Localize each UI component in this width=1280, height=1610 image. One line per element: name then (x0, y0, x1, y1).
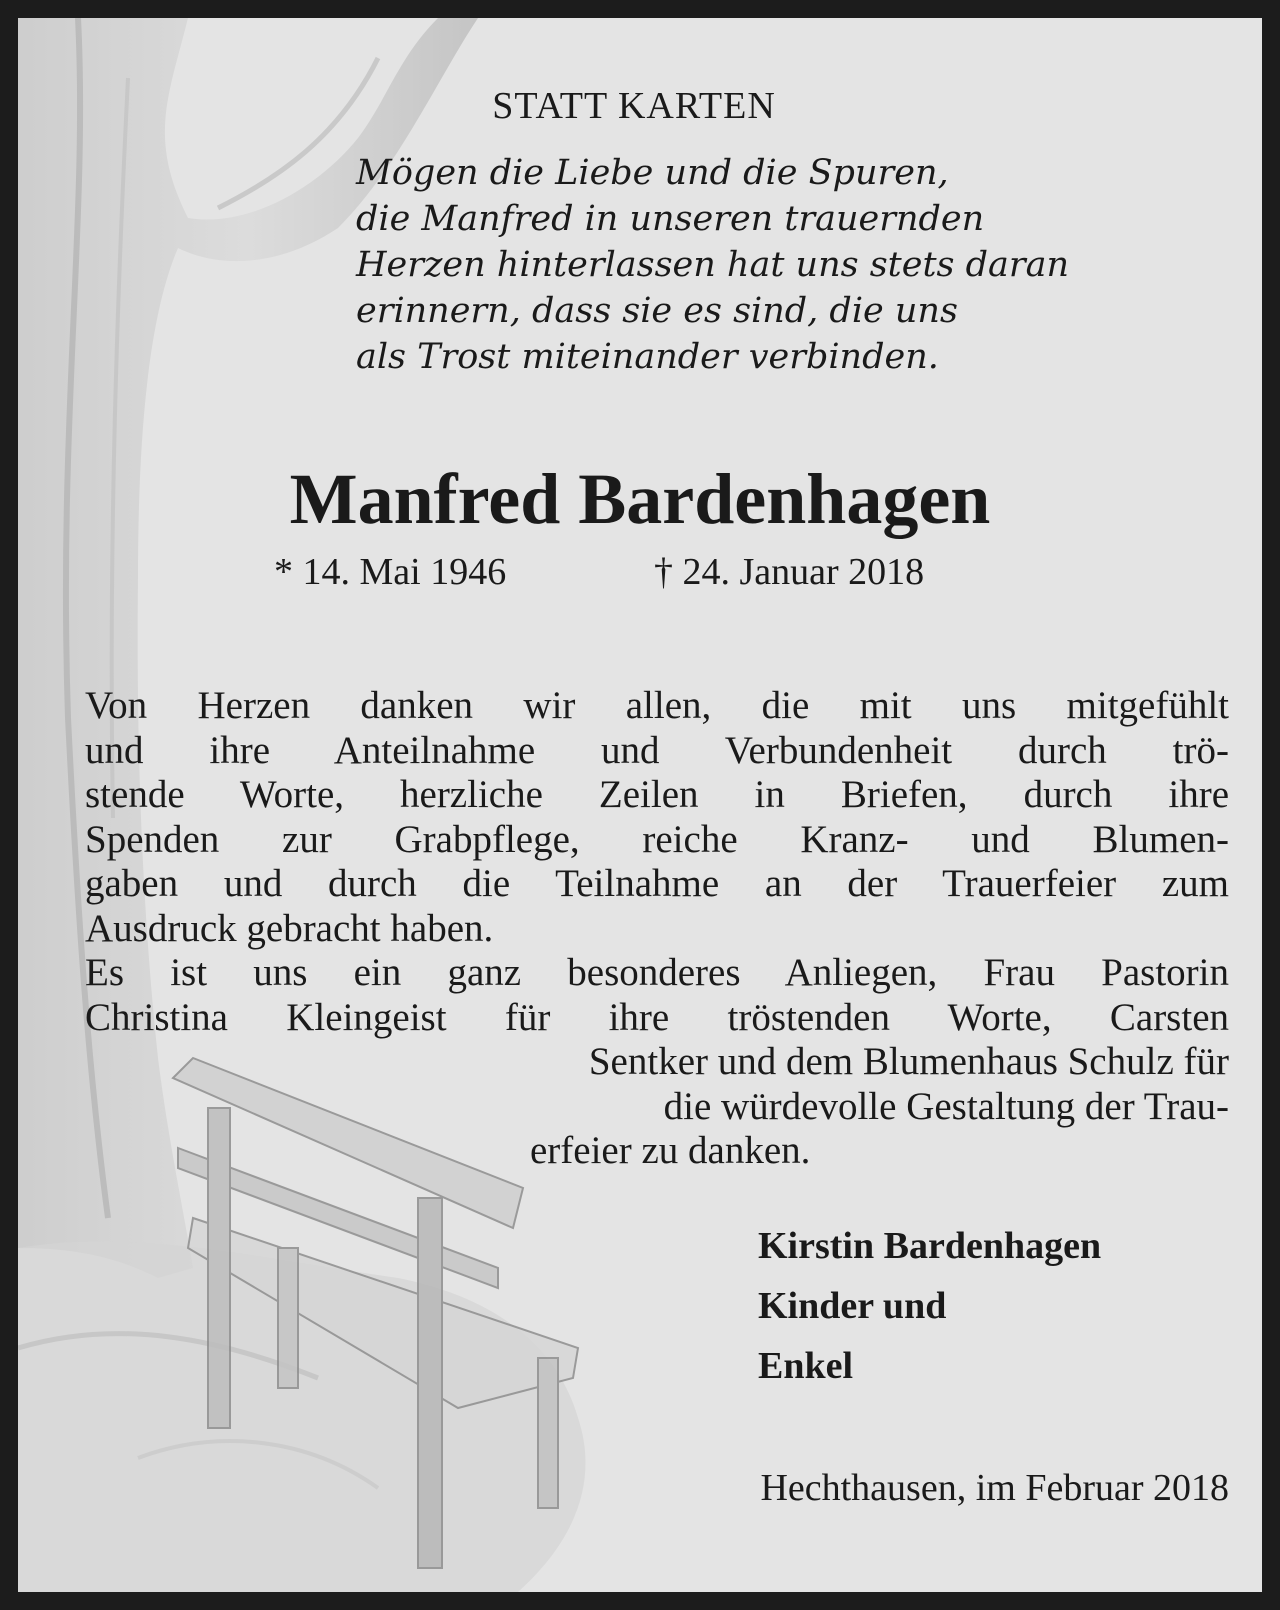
poem (356, 150, 1236, 380)
signatories (758, 1216, 1228, 1396)
message-line: die würdevolle Gestaltung der Trau- (663, 1084, 1229, 1128)
place-and-date: Hechthausen, im Februar 2018 (760, 1467, 1229, 1509)
death-date: † 24. Januar 2018 (654, 551, 925, 593)
signatory: Enkel (758, 1345, 854, 1387)
message-line: gaben und durch die Teilnahme an der Trauerfeier zum (85, 862, 1229, 905)
signatory: Kinder und (758, 1285, 947, 1327)
signatory: Kirstin Bardenhagen (758, 1225, 1102, 1267)
poem-line: erinnern, dass sie es sind, die uns (356, 291, 958, 331)
poem-line: Herzen hinterlassen hat uns stets daran (356, 245, 1070, 285)
message-line: erfeier zu danken. (530, 1129, 811, 1172)
message-line: Sentker und dem Blumenhaus Schulz für (588, 1040, 1229, 1083)
message-line: Christina Kleingeist für ihre tröstenden Worte, Carsten (85, 995, 1229, 1039)
message-line: Spenden zur Grabpflege, reiche Kranz- und Blumen- (85, 817, 1229, 861)
message-line: Von Herzen danken wir allen, die mit uns mitgefühlt (85, 684, 1229, 727)
message-line: Es ist uns ein ganz besonderes Anliegen, Frau Pastorin (85, 951, 1229, 994)
obituary-card (18, 18, 1262, 1592)
thank-you-message (85, 684, 1229, 1174)
birth-date: * 14. Mai 1946 (274, 551, 507, 593)
message-line: Ausdruck gebracht haben. (85, 906, 494, 950)
poem-line: Mögen die Liebe und die Spuren, (356, 153, 949, 193)
poem-line: die Manfred in unseren trauernden (356, 199, 985, 239)
message-line: stende Worte, herzliche Zeilen in Briefen, durch ihre (85, 773, 1229, 816)
poem-line: als Trost miteinander verbinden. (356, 337, 939, 377)
deceased-name: Manfred Bardenhagen (289, 459, 991, 539)
message-line: und ihre Anteilnahme und Verbundenheit durch trö- (85, 728, 1229, 772)
header-label: STATT KARTEN (492, 85, 776, 127)
